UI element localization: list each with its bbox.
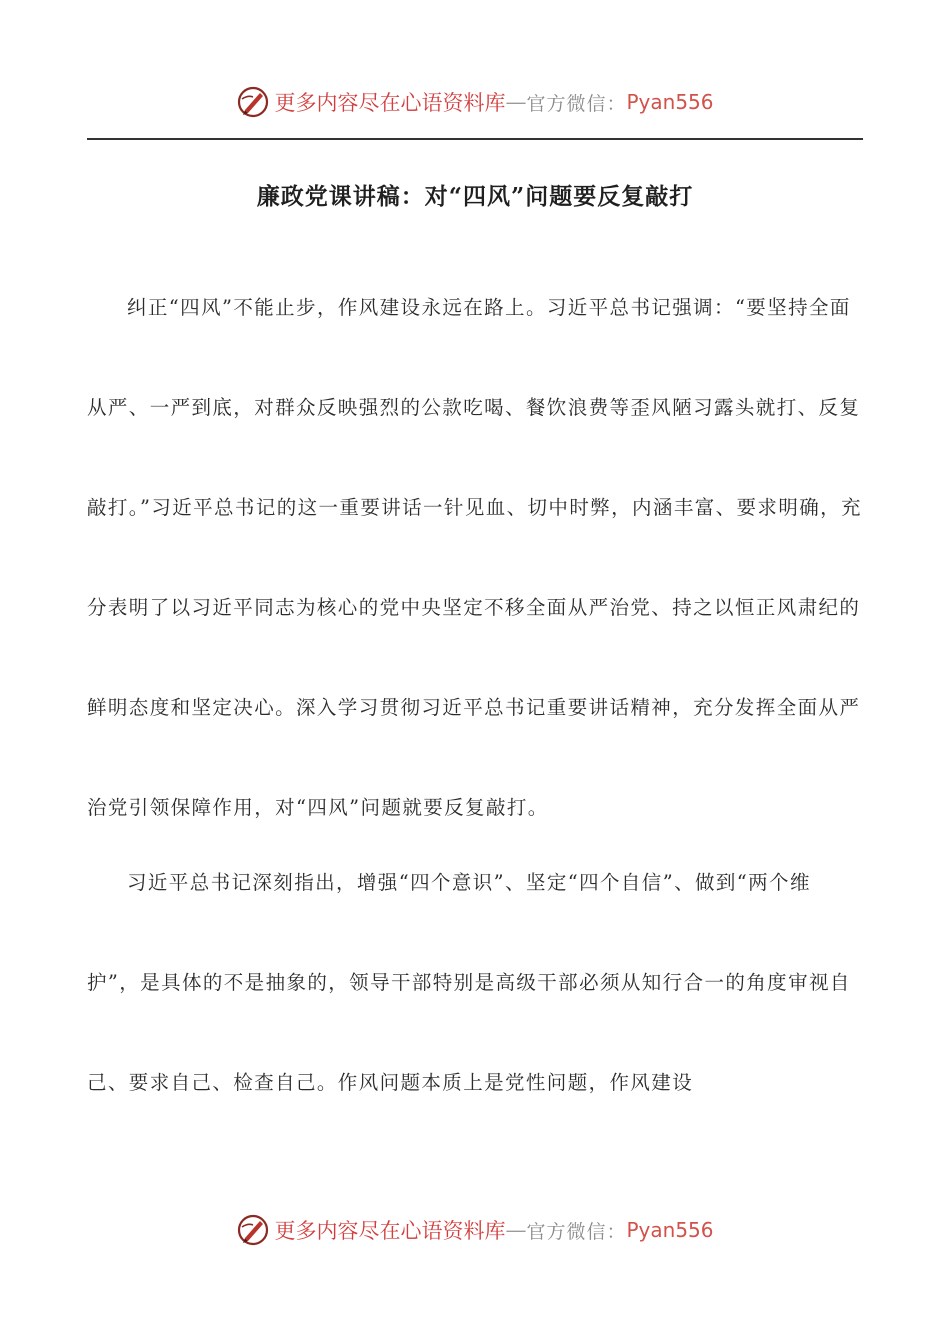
banner-wechat-label: 官方微信： bbox=[526, 92, 627, 115]
header-divider bbox=[87, 138, 863, 140]
document-title: 廉政党课讲稿：对“四风”问题要反复敲打 bbox=[256, 183, 694, 210]
paragraph-text: 习近平总书记深刻指出，增强“四个意识”、坚定“四个自信”、做到“两个维护”，是具体的不是抽象的，领导干部特别是高级干部必须从知行合一的角度审视自己、要求自己、检查自己。作风问题本质上是党性问题，作风建设 bbox=[87, 871, 851, 1094]
pen-logo-icon bbox=[236, 85, 270, 119]
banner-dash: — bbox=[505, 90, 527, 114]
banner-slogan: 更多内容尽在心语资料库 bbox=[274, 91, 506, 115]
banner-slogan: 更多内容尽在心语资料库 bbox=[274, 1219, 506, 1243]
paragraph bbox=[87, 258, 863, 858]
pen-logo-icon bbox=[236, 1213, 270, 1247]
document-body bbox=[87, 258, 863, 1133]
footer-banner bbox=[0, 1210, 950, 1250]
banner-wechat-id: Pyan556 bbox=[626, 90, 714, 114]
banner-dash: — bbox=[505, 1218, 527, 1242]
banner-wechat-label: 官方微信： bbox=[526, 1220, 627, 1243]
paragraph-text: 纠正“四风”不能止步，作风建设永远在路上。习近平总书记强调：“要坚持全面从严、一严到底，对群众反映强烈的公款吃喝、餐饮浪费等歪风陋习露头就打、反复敲打。”习近平总书记的这一重要讲话一针见血、切中时弊，内涵丰富、要求明确，充分表明了以习近平同志为核心的党中央坚定不移全面从严治党、持之以恒正风肃纪的鲜明态度和坚定决心。深入学习贯彻习近平总书记重要讲话精神，充分发挥全面从严治党引领保障作用，对“四风”问题就要反复敲打。 bbox=[87, 296, 862, 819]
paragraph bbox=[87, 833, 863, 1133]
header-banner bbox=[0, 82, 950, 122]
banner-wechat-id: Pyan556 bbox=[626, 1218, 714, 1242]
